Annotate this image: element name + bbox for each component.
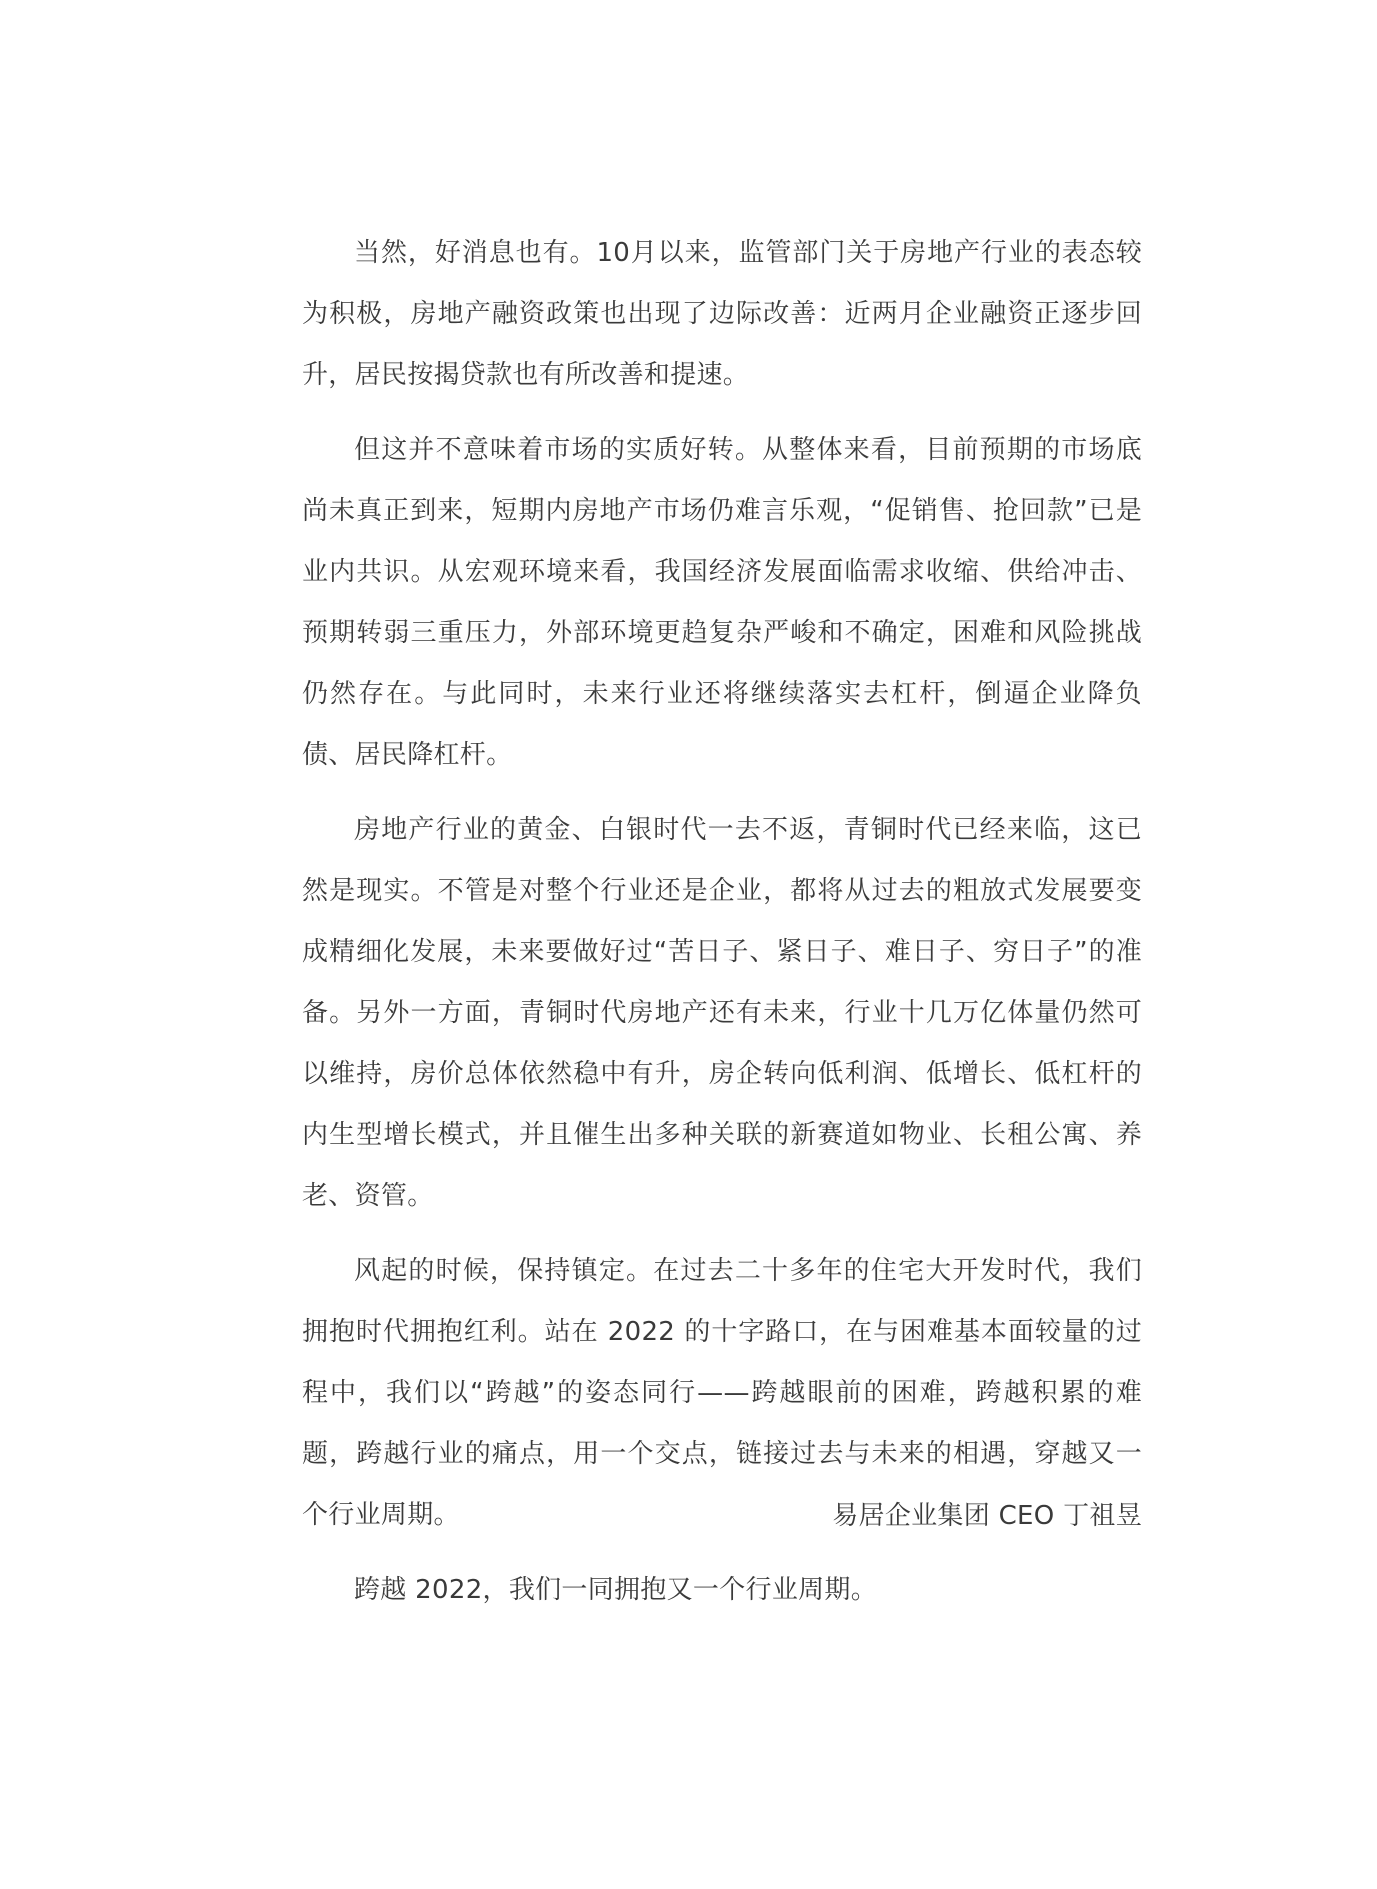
paragraph-market-outlook: 但这并不意味着市场的实质好转。从整体来看，目前预期的市场底尚未真正到来，短期内房地产市场仍难言乐观，“促销售、抢回款”已是业内共识。从宏观环境来看，我国经济发展面临需求收缩、供给冲击、预期转弱三重压力，外部环境更趋复杂严峻和不确定，困难和风险挑战仍然存在。与此同时，未来行业还将继续落实去杠杆，倒逼企业降负债、居民降杠杆。 — [302, 435, 1142, 770]
paragraph-bronze-era: 房地产行业的黄金、白银时代一去不返，青铜时代已经来临，这已然是现实。不管是对整个行业还是企业，都将从过去的粗放式发展要变成精细化发展，未来要做好过“苦日子、紧日子、难日子、穷日子”的准备。另外一方面，青铜时代房地产还有未来，行业十几万亿体量仍然可以维持，房价总体依然稳中有升，房企转向低利润、低增长、低杠杆的内生型增长模式，并且催生出多种关联的新赛道如物业、长租公寓、养老、资管。 — [302, 815, 1142, 1211]
document-body — [302, 223, 1142, 1635]
paragraph-good-news: 当然，好消息也有。10月以来，监管部门关于房地产行业的表态较为积极，房地产融资政策也出现了边际改善：近两月企业融资正逐步回升，居民按揭贷款也有所改善和提速。 — [302, 238, 1142, 390]
paragraph-stay-calm: 风起的时候，保持镇定。在过去二十多年的住宅大开发时代，我们拥抱时代拥抱红利。站在 2022 的十字路口，在与困难基本面较量的过程中，我们以“跨越”的姿态同行——跨越眼前的困难，跨越积累的难题，跨越行业的痛点，用一个交点，链接过去与未来的相遇，穿越又一个行业周期。 — [302, 1256, 1142, 1530]
signature: 易居企业集团 CEO 丁祖昱 — [832, 1501, 1142, 1531]
paragraph-closing: 跨越 2022，我们一同拥抱又一个行业周期。 — [354, 1575, 878, 1605]
